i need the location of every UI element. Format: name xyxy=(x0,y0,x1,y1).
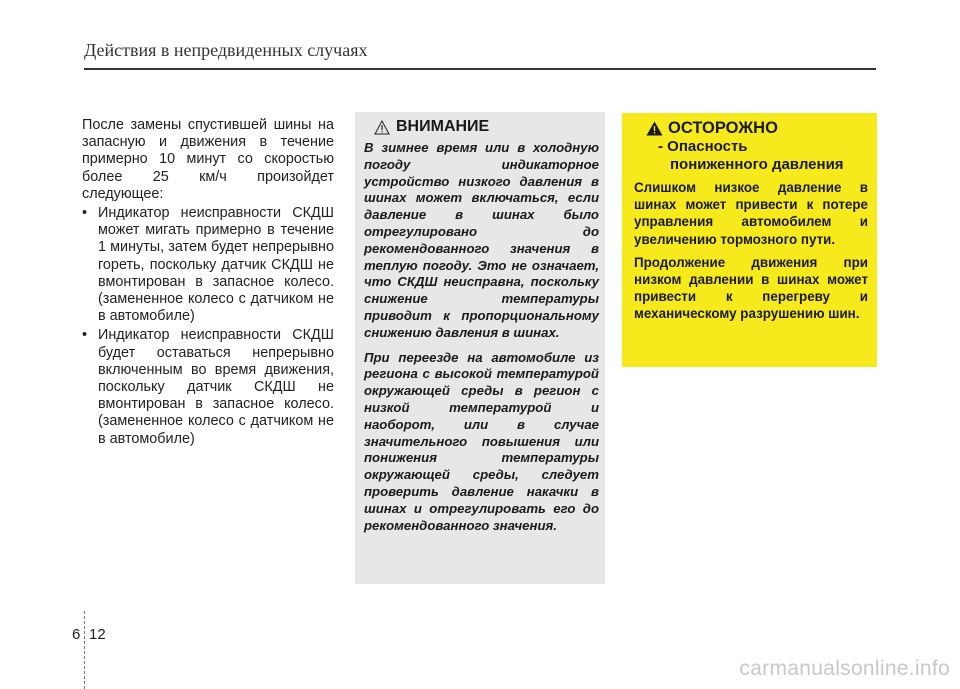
caution-heading xyxy=(646,119,868,138)
warning-paragraph: В зимнее время или в холодную погоду индикаторное устройство низкого давления в шинах может включаться, если давление в шинах было отрегулировано до рекомендованного значения в теплую погоду. Это не означает, что СКДШ неисправна, поскольку снижение температуры приводит к пропорциональному снижению давления в шинах. xyxy=(364,140,599,340)
bullet-mark: • xyxy=(82,327,88,344)
caution-paragraph: Слишком низкое давление в шинах может привести к потере управления автомобилем и увеличению тормозного пути. xyxy=(634,180,868,247)
caution-subtitle: - Опасность xyxy=(658,138,748,155)
chapter-number: 6 xyxy=(72,626,81,643)
watermark: carmanualsonline.info xyxy=(739,657,950,680)
caution-paragraph: Продолжение движения при низком давлении в шинах может привести к перегреву и механическому разрушению шин. xyxy=(634,254,868,322)
left-column-text xyxy=(82,117,334,448)
section-title: Действия в непредвиденных случаях xyxy=(84,40,368,60)
caution-body xyxy=(634,179,868,323)
caution-title: ОСТОРОЖНО xyxy=(668,119,778,137)
bullet-text: Индикатор неисправности СКДШ будет оставаться непрерывно включенным во время движения, поскольку датчик СКДШ не вмонтирован в запасное колесо. (замененное колесо с датчиком не в автомобиле) xyxy=(98,327,334,447)
header-divider xyxy=(84,68,876,70)
caution-subtitle: пониженного давления xyxy=(670,156,844,173)
bullet-mark: • xyxy=(82,205,88,222)
warning-triangle-outline-icon xyxy=(374,120,390,135)
bullet-text: Индикатор неисправности СКДШ может мигать примерно в течение 1 минуты, затем будет непрерывно гореть, поскольку датчик СКДШ не вмонтирован в запасное колесо. (замененное колесо с датчиком не в автомобиле) xyxy=(98,205,334,325)
page-number: 12 xyxy=(89,626,106,643)
warning-triangle-filled-icon xyxy=(646,121,663,136)
footer-divider xyxy=(84,611,85,689)
intro-paragraph: После замены спустившей шины на запасную и движения в течение примерно 10 минут со скоростью более 25 км/ч произойдет следующее: xyxy=(82,117,334,202)
bullet-item xyxy=(82,205,334,325)
caution-box xyxy=(622,113,877,367)
warning-title: ВНИМАНИЕ xyxy=(396,118,490,135)
bullet-item xyxy=(82,327,334,447)
warning-paragraph: При переезде на автомобиле из региона с высокой температурой окружающей среды в регион с низкой температурой и наоборот, или в случае значительного повышения или понижения температуры окружающей среды, следует проверить давление накачки в шинах и отрегулировать его до рекомендованного значения. xyxy=(364,349,599,533)
warning-heading xyxy=(374,118,599,136)
warning-body xyxy=(364,140,599,534)
warning-box xyxy=(355,112,605,584)
